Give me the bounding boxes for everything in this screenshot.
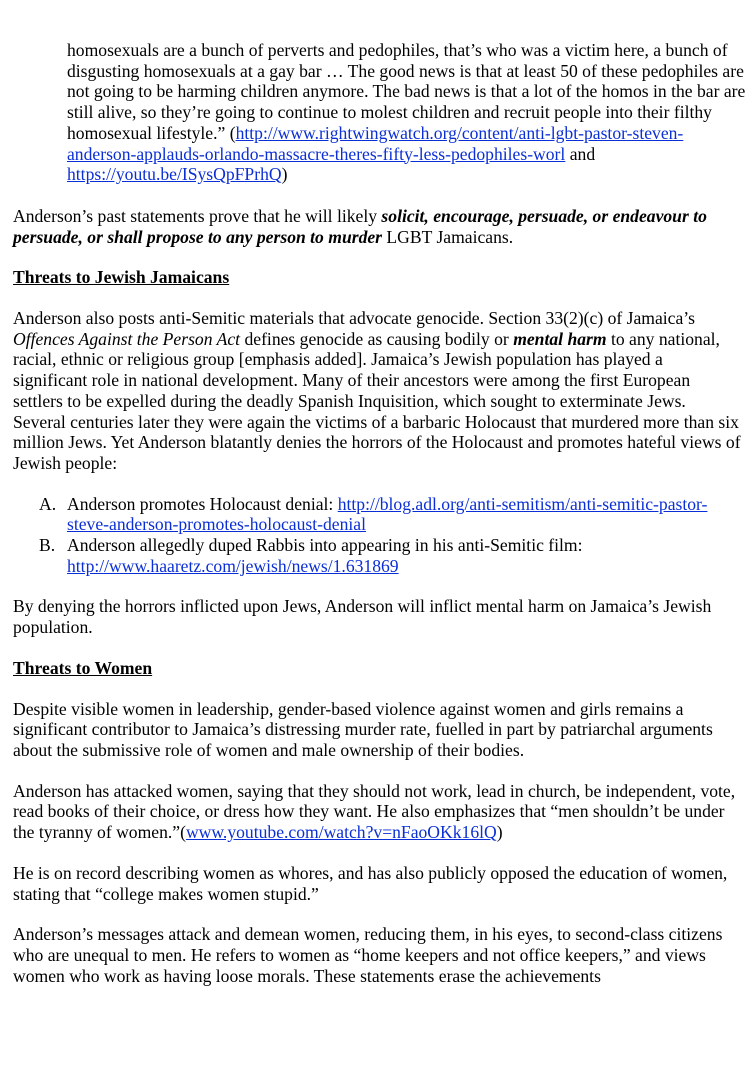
- list-item: [13, 535, 741, 576]
- block-quote: [67, 40, 747, 185]
- rightwingwatch-link[interactable]: http://www.rightwingwatch.org/content/anti-lgbt-pastor-steven-anderson-applauds-orlando-massacre-theres-fifty-less-pedophiles-worl: [67, 122, 684, 164]
- women-paragraph-4: Anderson’s messages attack and demean women, reducing them, in his eyes, to second-class citizens who are unequal to men. He refers to women as “home keepers and not office keepers,” and views women who work as having loose morals. These statements erase the achievements: [13, 924, 723, 986]
- open-paren: (: [229, 122, 236, 143]
- offences-act-title: Offences Against the Person Act: [13, 328, 241, 349]
- jewish-conclusion: By denying the horrors inflicted upon Jews, Anderson will inflict mental harm on Jamaica’s Jewish population.: [13, 596, 712, 638]
- and-text: and: [565, 143, 596, 164]
- jewish-paragraph: [13, 308, 741, 474]
- list-item-text: Anderson allegedly duped Rabbis into appearing in his anti-Semitic film:: [67, 535, 583, 556]
- heading-women: Threats to Women: [13, 657, 153, 678]
- adl-link[interactable]: http://blog.adl.org/anti-semitism/anti-semitic-pastor-steve-anderson-promotes-holocaust-denial: [67, 493, 708, 535]
- mental-harm-emphasis: mental harm: [513, 328, 607, 349]
- jewish-para-part-b: defines genocide as causing bodily or: [240, 328, 514, 349]
- youtube-women-link[interactable]: www.youtube.com/watch?v=nFaoOKk16lQ: [185, 822, 497, 843]
- list-marker: A.: [39, 493, 57, 514]
- document-page: [13, 40, 746, 1006]
- statements-pre: Anderson’s past statements prove that he will likely: [13, 205, 382, 226]
- statements-emphasis: solicit, encourage, persuade, or endeavour to persuade, or shall propose to any person to murder: [13, 205, 707, 247]
- list-item: [13, 494, 741, 535]
- women-paragraph-2: [13, 781, 741, 843]
- list-item-text: Anderson promotes Holocaust denial:: [67, 493, 338, 514]
- jewish-para-part-a: Anderson also posts anti-Semitic materials that advocate genocide. Section 33(2)(c) of Jamaica’s: [13, 308, 696, 329]
- jewish-para-part-c: to any national, racial, ethnic or religious group [emphasis added]. Jamaica’s Jewish population has played a significant role in national development. Many of their ancestors were among the first European settlers to be expelled during the deadly Spanish Inquisition, which sought to exterminate Jews. Several centuries later they were again the victims of a barbaric Holocaust that murdered more than six million Jews. Yet Anderson blatantly denies the horrors of the Holocaust and promotes hateful views of Jewish people:: [13, 328, 741, 473]
- youtube-link[interactable]: https://youtu.be/ISysQpFPrhQ: [67, 164, 282, 185]
- women-para2-text: Anderson has attacked women, saying that they should not work, lead in church, be independent, vote, read books of their choice, or dress how they want. He also emphasizes that “men shouldn’t be under the tyranny of women.”(: [13, 780, 736, 843]
- close-paren: ): [281, 164, 288, 185]
- list-marker: B.: [39, 535, 56, 556]
- haaretz-link[interactable]: http://www.haaretz.com/jewish/news/1.631869: [67, 555, 399, 576]
- close-paren: ): [496, 822, 503, 843]
- women-paragraph-3: He is on record describing women as whores, and has also publicly opposed the education of women, stating that “college makes women stupid.”: [13, 862, 728, 904]
- heading-jewish-jamaicans: Threats to Jewish Jamaicans: [13, 267, 230, 288]
- women-paragraph-1: Despite visible women in leadership, gender-based violence against women and girls remains a significant contributor to Jamaica’s distressing murder rate, fuelled in part by patriarchal arguments about the submissive role of women and male ownership of their bodies.: [13, 698, 713, 760]
- statements-post: LGBT Jamaicans.: [382, 226, 514, 247]
- quote-text: homosexuals are a bunch of perverts and pedophiles, that’s who was a victim here, a bunch of disgusting homosexuals at a gay bar … The good news is that at least 50 of these pedophiles are not going to be harming children anymore. The bad news is that a lot of the homos in the bar are still alive, so they’re going to continue to molest children and recruit people into their filthy homosexual lifestyle.”: [67, 40, 746, 143]
- jewish-evidence-list: [13, 494, 741, 577]
- anderson-statements-paragraph: [13, 206, 741, 247]
